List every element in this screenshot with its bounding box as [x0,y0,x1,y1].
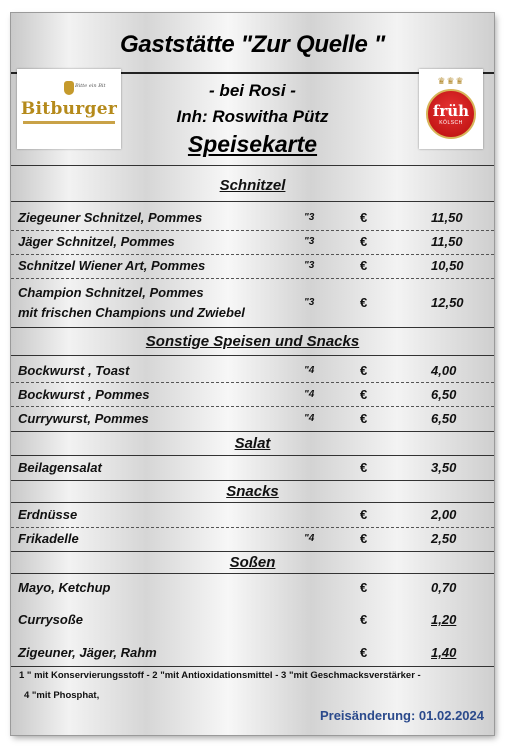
dotted-separator [11,406,494,407]
item-name: Bockwurst , Toast [18,363,130,378]
item-description: mit frischen Champions und Zwiebel [18,305,245,320]
item-price: 12,50 [431,295,464,310]
divider [11,455,494,456]
additives-footnote: 1 " mit Konservierungsstoff - 2 "mit Antioxidationsmittel - 3 "mit Geschmacksverstärker - [19,670,421,681]
subtitle-bei-rosi: - bei Rosi - [209,81,296,100]
section-title: Sonstige Speisen und Snacks [145,333,360,350]
currency-symbol: € [360,234,368,249]
dotted-separator [11,254,494,255]
item-price: 1,20 [431,612,457,627]
divider [11,502,494,503]
currency-symbol: € [360,363,368,378]
item-price: 6,50 [431,387,457,402]
additive-note: "4 [304,365,315,376]
item-price: 2,50 [431,531,457,546]
item-name: Currysoße [18,612,84,627]
item-name: Mayo, Ketchup [18,580,111,595]
item-name: Currywurst, Pommes [18,411,149,426]
item-name: Bockwurst , Pommes [18,387,150,402]
section-title: Snacks [226,483,279,500]
additive-note: "4 [304,413,315,424]
dotted-separator [11,382,494,383]
item-name: Champion Schnitzel, Pommes [18,285,204,300]
frueh-crowns-icon: ♛♛♛ [437,76,465,86]
item-name: Ziegeuner Schnitzel, Pommes [18,210,203,225]
currency-symbol: € [360,531,368,546]
divider [11,573,494,574]
currency-symbol: € [360,580,368,595]
frueh-subtext: KÖLSCH [439,120,463,126]
currency-symbol: € [360,645,368,660]
item-name: Zigeuner, Jäger, Rahm [18,645,157,660]
additive-note: "4 [304,389,315,400]
currency-symbol: € [360,387,368,402]
additive-note: "4 [304,533,315,544]
menu-card [11,13,494,735]
frueh-wordmark: früh [432,102,470,120]
additive-note: "3 [304,212,315,223]
currency-symbol: € [360,411,368,426]
item-price: 2,00 [431,507,457,522]
price-change-date: Preisänderung: 01.02.2024 [319,708,484,723]
divider [11,551,494,552]
item-price: 11,50 [431,210,463,225]
currency-symbol: € [360,258,368,273]
dotted-separator [11,278,494,279]
currency-symbol: € [360,295,368,310]
item-price: 1,40 [431,645,457,660]
item-price: 11,50 [431,234,463,249]
additives-footnote-2: 4 "mit Phosphat, [24,690,100,701]
divider [11,327,494,328]
section-title: Salat [234,435,271,452]
currency-symbol: € [360,210,368,225]
item-name: Frikadelle [18,531,79,546]
currency-symbol: € [360,612,368,627]
divider [11,431,494,432]
owner-line: Inh: Roswitha Pütz [176,107,329,126]
restaurant-title: Gaststätte "Zur Quelle " [120,31,385,58]
currency-symbol: € [360,460,368,475]
item-price: 4,00 [431,363,457,378]
item-price: 0,70 [431,580,457,595]
menu-card-title: Speisekarte [187,131,318,157]
item-name: Schnitzel Wiener Art, Pommes [18,258,206,273]
section-title: Soßen [229,554,276,571]
dotted-separator [11,230,494,231]
item-price: 6,50 [431,411,457,426]
item-price: 10,50 [431,258,464,273]
item-price: 3,50 [431,460,457,475]
currency-symbol: € [360,507,368,522]
additive-note: "3 [304,260,315,271]
item-name: Jäger Schnitzel, Pommes [18,234,175,249]
item-name: Erdnüsse [18,507,78,522]
additive-note: "3 [304,236,315,247]
bitburger-wordmark: Bitburger [20,99,118,119]
additive-note: "3 [304,297,315,308]
dotted-separator [11,527,494,528]
bitburger-tagline: Bitte ein Bit [75,83,106,89]
divider [11,666,494,667]
divider [11,165,494,166]
item-name: Beilagensalat [18,460,102,475]
section-title: Schnitzel [219,177,286,194]
divider [11,480,494,481]
divider [11,355,494,356]
divider [11,201,494,202]
